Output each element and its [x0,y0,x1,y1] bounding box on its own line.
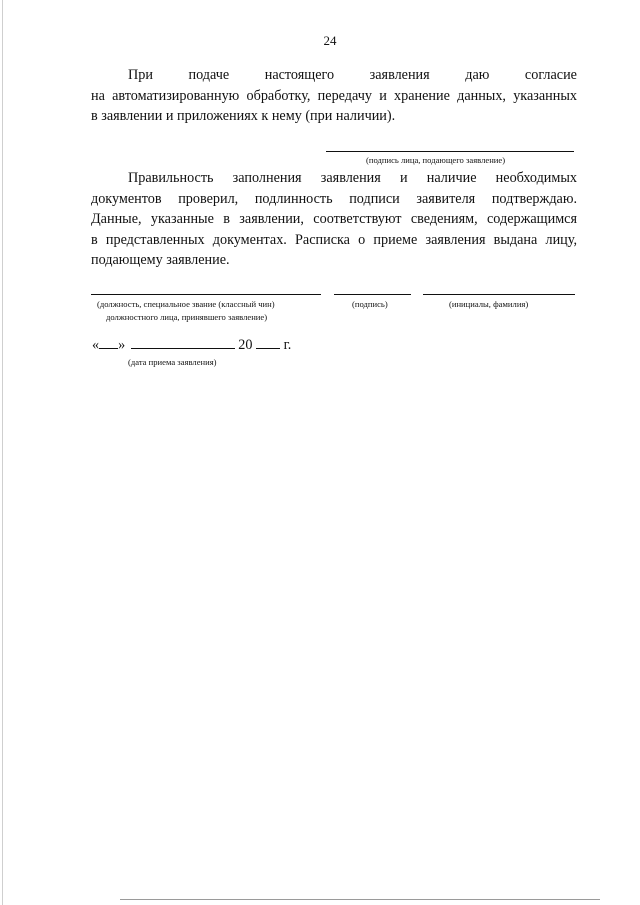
consent-word: При [128,67,153,83]
applicant-signature-caption: (подпись лица, подающего заявление) [366,155,506,165]
year-suffix: г. [283,337,292,353]
official-signature-line [334,294,411,295]
page-left-edge [2,0,3,905]
year-blank [256,335,280,349]
page-bottom-edge [120,899,600,900]
applicant-signature-line [326,151,574,152]
official-name-caption: (инициалы, фамилия) [449,299,529,309]
official-position-caption-1: (должность, специальное звание (классный чин) [97,299,275,309]
month-blank [131,335,235,349]
page-number: 24 [323,33,337,48]
verification-line-3: Данные, указанные в заявлении, соответствуют сведениям, содержащимся [91,211,577,227]
date-close-quote: » [118,337,126,353]
consent-paragraph [91,65,577,127]
verification-line-4: в представленных документах. Расписка о приеме заявления выдана лицу, [91,231,577,248]
consent-line-1 [91,65,577,86]
consent-word: согласие [524,67,577,83]
consent-word: настоящего [264,67,335,83]
acceptance-date-caption: (дата приема заявления) [128,357,217,367]
official-position-line [91,294,321,295]
official-name-line [423,294,575,295]
acceptance-date [92,335,291,354]
consent-line-2: на автоматизированную обработку, передачу и хранение данных, указанных [91,87,577,104]
verification-paragraph [91,168,577,271]
day-blank [99,335,118,349]
date-open-quote: « [92,337,100,353]
official-position-caption-2: должностного лица, принявшего заявление) [106,312,268,322]
verification-line-2: документов проверил, подлинность подписи заявителя подтверждаю. [91,190,577,207]
verification-line-5: подающему заявление. [91,252,230,268]
verification-line-1: Правильность заполнения заявления и наличие необходимых [128,170,577,186]
year-prefix: 20 [238,337,253,353]
consent-word: заявления [369,67,430,83]
consent-word: даю [465,67,490,83]
official-signature-caption: (подпись) [352,299,388,309]
consent-word: подаче [188,67,230,83]
consent-line-3: в заявлении и приложениях к нему (при наличии). [91,108,396,124]
